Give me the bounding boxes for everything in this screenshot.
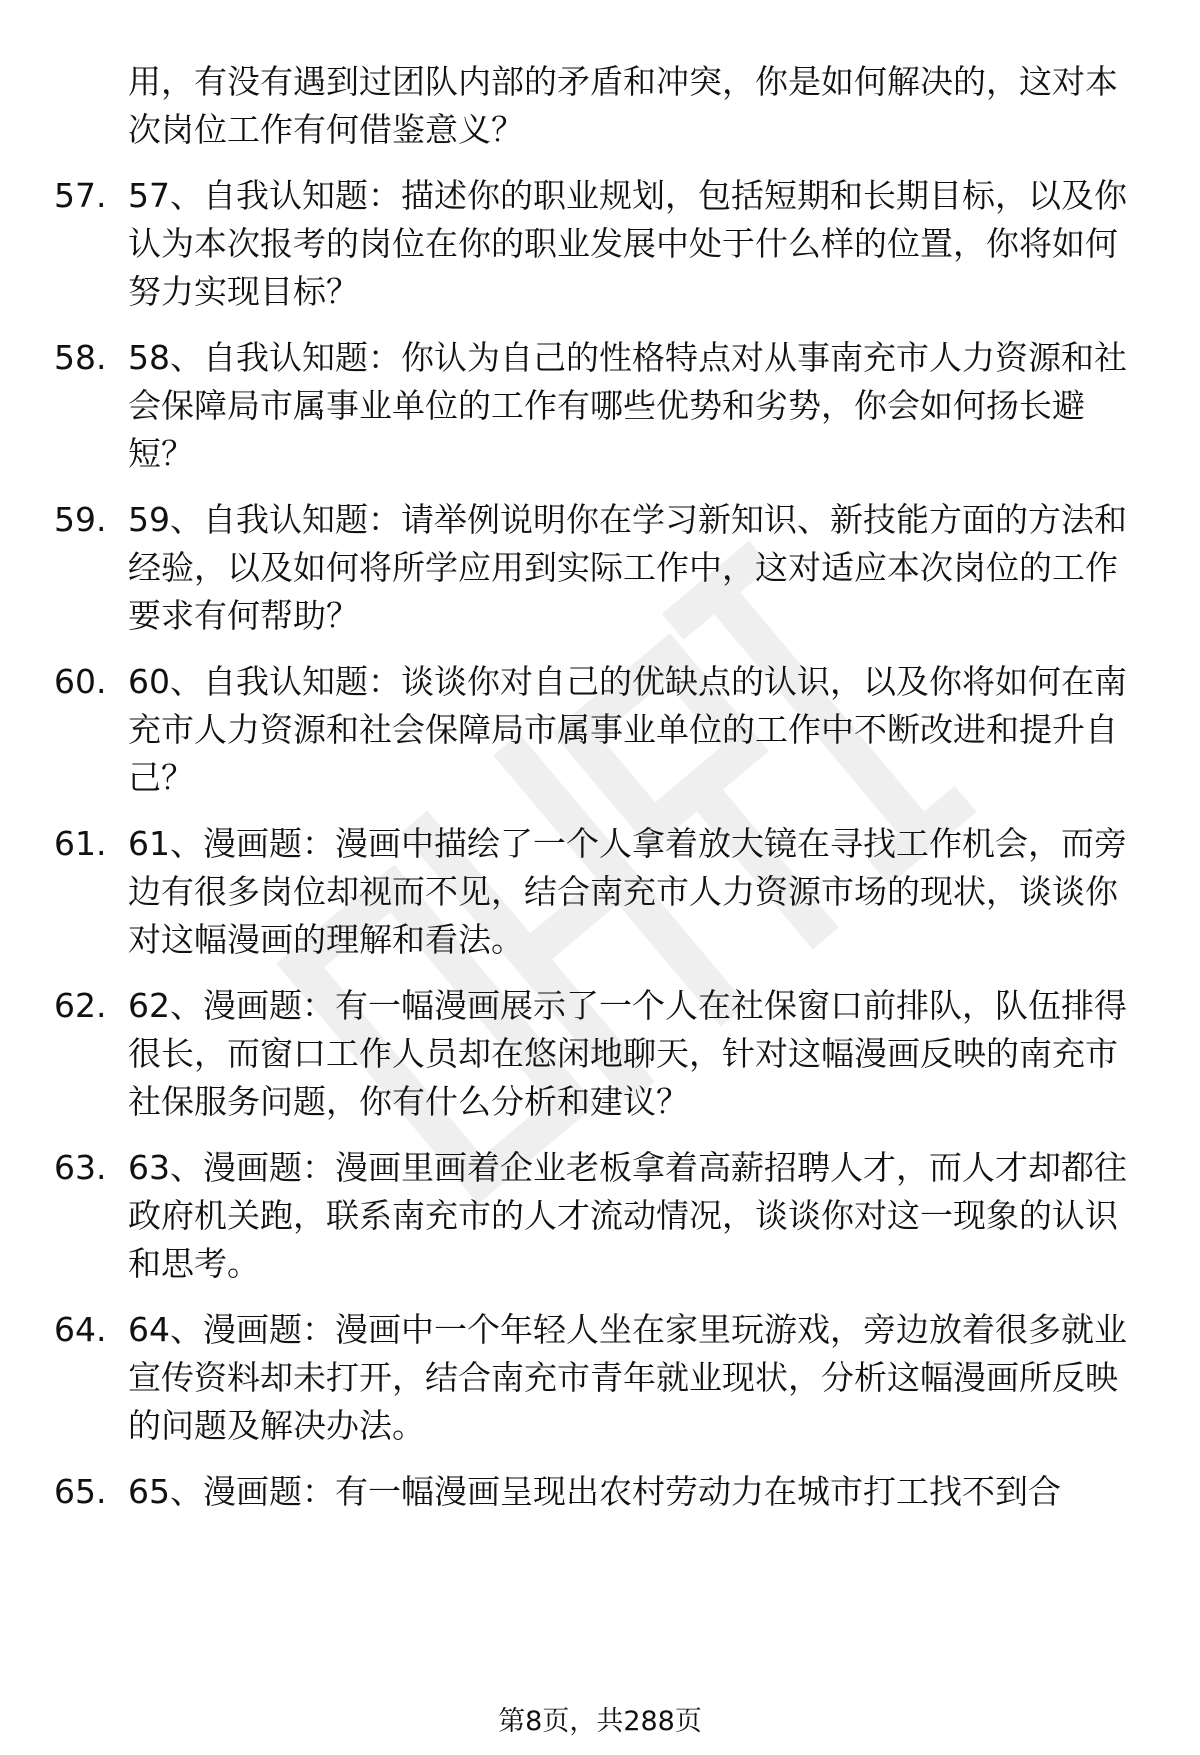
- question-number: 65.: [54, 1472, 107, 1511]
- question-text: 63、漫画题：漫画里画着企业老板拿着高薪招聘人才，而人才却都往政府机关跑，联系南充市的人才流动情况，谈谈你对这一现象的认识和思考。: [128, 1148, 1127, 1283]
- question-text: 59、自我认知题：请举例说明你在学习新知识、新技能方面的方法和经验，以及如何将所学应用到实际工作中，这对适应本次岗位的工作要求有何帮助？: [128, 500, 1127, 635]
- question-text: 60、自我认知题：谈谈你对自己的优缺点的认识，以及你将如何在南充市人力资源和社会保障局市属事业单位的工作中不断改进和提升自己？: [128, 662, 1127, 797]
- question-text: 64、漫画题：漫画中一个年轻人坐在家里玩游戏，旁边放着很多就业宣传资料却未打开，结合南充市青年就业现状，分析这幅漫画所反映的问题及解决办法。: [128, 1310, 1127, 1445]
- question-number: 61.: [54, 824, 107, 863]
- question-number: 57.: [54, 176, 107, 215]
- question-text: 57、自我认知题：描述你的职业规划，包括短期和长期目标，以及你认为本次报考的岗位在你的职业发展中处于什么样的位置，你将如何努力实现目标？: [128, 176, 1127, 311]
- continued-question-text: 用，有没有遇到过团队内部的矛盾和冲突，你是如何解决的，这对本次岗位工作有何借鉴意义？: [128, 62, 1118, 149]
- question-text: 65、漫画题：有一幅漫画呈现出农村劳动力在城市打工找不到合: [128, 1472, 1061, 1511]
- question-number: 58.: [54, 338, 107, 377]
- question-number: 62.: [54, 986, 107, 1025]
- question-text: 58、自我认知题：你认为自己的性格特点对从事南充市人力资源和社会保障局市属事业单位的工作有哪些优势和劣势，你会如何扬长避短？: [128, 338, 1127, 473]
- question-number: 60.: [54, 662, 107, 701]
- question-text: 62、漫画题：有一幅漫画展示了一个人在社保窗口前排队，队伍排得很长，而窗口工作人员却在悠闲地聊天，针对这幅漫画反映的南充市社保服务问题，你有什么分析和建议？: [128, 986, 1127, 1121]
- question-number: 63.: [54, 1148, 107, 1187]
- question-text: 61、漫画题：漫画中描绘了一个人拿着放大镜在寻找工作机会，而旁边有很多岗位却视而不见，结合南充市人力资源市场的现状，谈谈你对这幅漫画的理解和看法。: [128, 824, 1127, 959]
- page-number-footer: 第8页，共288页: [498, 1706, 702, 1737]
- question-number: 59.: [54, 500, 107, 539]
- question-number: 64.: [54, 1310, 107, 1349]
